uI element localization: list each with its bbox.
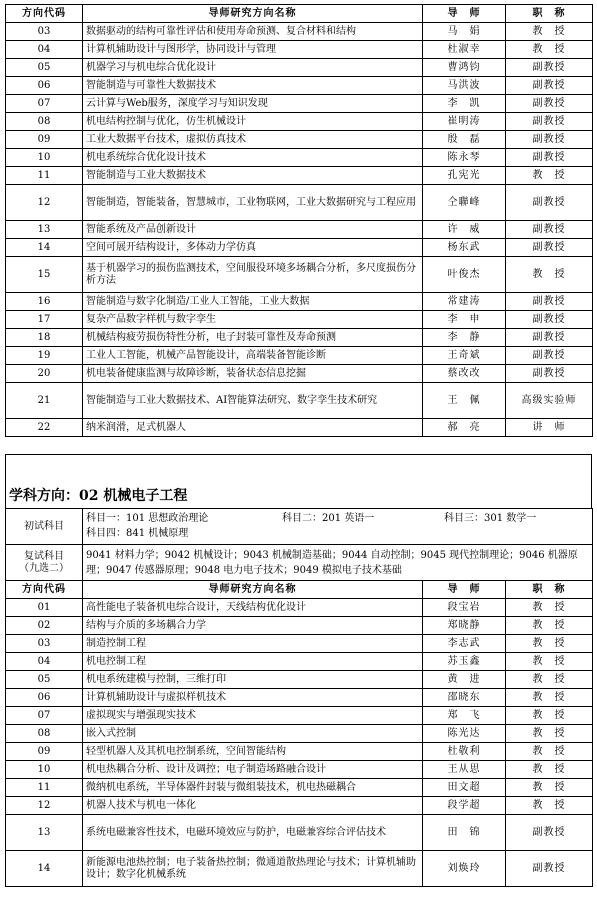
row-advisor: 邵晓东 bbox=[423, 689, 506, 707]
subject-2: 科目二：201 英语一 bbox=[282, 513, 375, 524]
row-advisor: 李 凯 bbox=[423, 95, 506, 113]
table-row bbox=[6, 113, 593, 131]
row-advisor: 王 佩 bbox=[423, 383, 506, 419]
row-title: 机电系统综合优化设计技术 bbox=[83, 149, 423, 167]
row-advisor: 马洪波 bbox=[423, 77, 506, 95]
row-advisor: 陈永琴 bbox=[423, 149, 506, 167]
table-row bbox=[6, 185, 593, 221]
row-rank: 高级实验师 bbox=[506, 383, 593, 419]
subject-4: 科目四：841 机械原理 bbox=[86, 528, 189, 539]
row-advisor: 崔明涛 bbox=[423, 113, 506, 131]
row-title: 机电装备健康监测与故障诊断，装备状态信息挖掘 bbox=[83, 365, 423, 383]
row-title: 嵌入式控制 bbox=[83, 725, 423, 743]
row-rank: 副教授 bbox=[506, 365, 593, 383]
row-code: 17 bbox=[6, 311, 83, 329]
row-title: 智能系统及产品创新设计 bbox=[83, 221, 423, 239]
table-row bbox=[6, 365, 593, 383]
row-advisor: 殷 磊 bbox=[423, 131, 506, 149]
table-header-row bbox=[6, 5, 593, 23]
row-code: 11 bbox=[6, 167, 83, 185]
row-rank: 教 授 bbox=[506, 689, 593, 707]
table-row bbox=[6, 635, 593, 653]
row-code: 15 bbox=[6, 257, 83, 293]
row-code: 09 bbox=[6, 743, 83, 761]
row-title: 云计算与Web服务，深度学习与知识发现 bbox=[83, 95, 423, 113]
row-advisor: 郑 飞 bbox=[423, 707, 506, 725]
row-code: 03 bbox=[6, 635, 83, 653]
table-row bbox=[6, 167, 593, 185]
row-code: 10 bbox=[6, 761, 83, 779]
row-rank: 副教授 bbox=[506, 239, 593, 257]
retest-exam-row bbox=[6, 545, 593, 581]
row-title: 机械结构疲劳损伤特性分析，电子封装可靠性及寿命预测 bbox=[83, 329, 423, 347]
table-row bbox=[6, 95, 593, 113]
retest-label-2: （九选二） bbox=[19, 562, 69, 574]
row-title: 计算机辅助设计与虚拟样机技术 bbox=[83, 689, 423, 707]
table-row bbox=[6, 671, 593, 689]
row-title: 机电控制工程 bbox=[83, 653, 423, 671]
row-advisor: 刘焕玲 bbox=[423, 851, 506, 887]
header-title: 导师研究方向名称 bbox=[83, 581, 423, 599]
table-row bbox=[6, 815, 593, 851]
row-rank: 教 授 bbox=[506, 599, 593, 617]
table-row bbox=[6, 797, 593, 815]
table-row bbox=[6, 347, 593, 365]
table-body bbox=[6, 23, 593, 437]
table-row bbox=[6, 221, 593, 239]
row-code: 14 bbox=[6, 851, 83, 887]
row-rank: 副教授 bbox=[506, 131, 593, 149]
row-rank: 教 授 bbox=[506, 257, 593, 293]
table-row bbox=[6, 329, 593, 347]
row-rank: 教 授 bbox=[506, 707, 593, 725]
row-advisor: 仝聯峰 bbox=[423, 185, 506, 221]
row-code: 08 bbox=[6, 113, 83, 131]
table-row bbox=[6, 617, 593, 635]
retest-exam-label bbox=[6, 545, 83, 581]
row-rank: 讲 师 bbox=[506, 419, 593, 437]
row-advisor: 段学超 bbox=[423, 797, 506, 815]
row-advisor: 许 威 bbox=[423, 221, 506, 239]
row-advisor: 段宝岩 bbox=[423, 599, 506, 617]
row-title: 机器人技术与机电一体化 bbox=[83, 797, 423, 815]
row-advisor: 田 锦 bbox=[423, 815, 506, 851]
row-advisor: 孔宪光 bbox=[423, 167, 506, 185]
row-title: 智能制造与数字化制造/工业人工智能，工业大数据 bbox=[83, 293, 423, 311]
row-code: 07 bbox=[6, 95, 83, 113]
table-row bbox=[6, 77, 593, 95]
initial-exam-label: 初试科目 bbox=[6, 509, 83, 545]
row-title: 轻型机器人及其机电控制系统，空间智能结构 bbox=[83, 743, 423, 761]
row-title: 复杂产品数字样机与数字孪生 bbox=[83, 311, 423, 329]
row-advisor: 王奇斌 bbox=[423, 347, 506, 365]
row-advisor: 杜敬利 bbox=[423, 743, 506, 761]
row-rank: 副教授 bbox=[506, 347, 593, 365]
row-advisor: 常建涛 bbox=[423, 293, 506, 311]
row-rank: 教 授 bbox=[506, 725, 593, 743]
table-row bbox=[6, 851, 593, 887]
row-title: 基于机器学习的损伤监测技术，空间服役环境多场耦合分析，多尺度损伤分析方法 bbox=[83, 257, 423, 293]
advisor-table-2 bbox=[5, 580, 593, 887]
header-rank: 职 称 bbox=[506, 5, 593, 23]
row-rank: 副教授 bbox=[506, 311, 593, 329]
row-code: 03 bbox=[6, 23, 83, 41]
row-rank: 教 授 bbox=[506, 779, 593, 797]
table-row bbox=[6, 779, 593, 797]
row-title: 工业人工智能，机械产品智能设计，高端装备智能诊断 bbox=[83, 347, 423, 365]
table-row bbox=[6, 383, 593, 419]
row-title: 工业大数据平台技术，虚拟仿真技术 bbox=[83, 131, 423, 149]
initial-exam-subjects bbox=[83, 509, 593, 545]
row-advisor: 李 申 bbox=[423, 311, 506, 329]
row-rank: 教 授 bbox=[506, 797, 593, 815]
row-code: 12 bbox=[6, 797, 83, 815]
table-row bbox=[6, 257, 593, 293]
table-row bbox=[6, 725, 593, 743]
blank-spacer bbox=[5, 454, 592, 484]
row-code: 05 bbox=[6, 671, 83, 689]
row-rank: 教 授 bbox=[506, 167, 593, 185]
row-advisor: 叶俊杰 bbox=[423, 257, 506, 293]
row-code: 11 bbox=[6, 779, 83, 797]
row-advisor: 田文超 bbox=[423, 779, 506, 797]
row-code: 18 bbox=[6, 329, 83, 347]
row-advisor: 郑晓静 bbox=[423, 617, 506, 635]
initial-exam-row bbox=[6, 509, 593, 545]
table-row bbox=[6, 653, 593, 671]
table-row bbox=[6, 311, 593, 329]
header-rank: 职 称 bbox=[506, 581, 593, 599]
row-rank: 教 授 bbox=[506, 617, 593, 635]
row-advisor: 杜淑幸 bbox=[423, 41, 506, 59]
row-rank: 教 授 bbox=[506, 635, 593, 653]
exam-subjects-table bbox=[5, 508, 593, 581]
header-code: 方向代码 bbox=[6, 581, 83, 599]
row-advisor: 郝 亮 bbox=[423, 419, 506, 437]
row-rank: 副教授 bbox=[506, 77, 593, 95]
row-advisor: 苏玉鑫 bbox=[423, 653, 506, 671]
row-advisor: 马 娟 bbox=[423, 23, 506, 41]
row-code: 06 bbox=[6, 77, 83, 95]
row-code: 04 bbox=[6, 41, 83, 59]
section-title: 学科方向：02 机械电子工程 bbox=[5, 484, 592, 508]
row-title: 机电热耦合分析、设计及调控；电子制造场路融合设计 bbox=[83, 761, 423, 779]
row-code: 14 bbox=[6, 239, 83, 257]
row-title: 智能制造与可靠性大数据技术 bbox=[83, 77, 423, 95]
table-row bbox=[6, 419, 593, 437]
row-title: 智能制造与工业大数据技术、AI智能算法研究、数字孪生技术研究 bbox=[83, 383, 423, 419]
row-advisor: 李 静 bbox=[423, 329, 506, 347]
row-code: 20 bbox=[6, 365, 83, 383]
row-rank: 副教授 bbox=[506, 851, 593, 887]
row-title: 空间可展开结构设计，多体动力学仿真 bbox=[83, 239, 423, 257]
row-rank: 副教授 bbox=[506, 59, 593, 77]
row-code: 22 bbox=[6, 419, 83, 437]
row-rank: 副教授 bbox=[506, 221, 593, 239]
row-title: 制造控制工程 bbox=[83, 635, 423, 653]
row-title: 虚拟现实与增强现实技术 bbox=[83, 707, 423, 725]
row-advisor: 曹鸿钧 bbox=[423, 59, 506, 77]
row-code: 21 bbox=[6, 383, 83, 419]
row-rank: 副教授 bbox=[506, 329, 593, 347]
row-code: 02 bbox=[6, 617, 83, 635]
row-code: 13 bbox=[6, 815, 83, 851]
row-code: 07 bbox=[6, 707, 83, 725]
row-advisor: 王从思 bbox=[423, 761, 506, 779]
row-title: 机电结构控制与优化，仿生机械设计 bbox=[83, 113, 423, 131]
table-row bbox=[6, 23, 593, 41]
row-code: 16 bbox=[6, 293, 83, 311]
row-code: 08 bbox=[6, 725, 83, 743]
row-code: 13 bbox=[6, 221, 83, 239]
row-rank: 副教授 bbox=[506, 185, 593, 221]
advisor-table-1 bbox=[5, 4, 593, 437]
table-row bbox=[6, 131, 593, 149]
row-rank: 教 授 bbox=[506, 653, 593, 671]
row-code: 19 bbox=[6, 347, 83, 365]
row-advisor: 杨东武 bbox=[423, 239, 506, 257]
row-code: 01 bbox=[6, 599, 83, 617]
row-code: 05 bbox=[6, 59, 83, 77]
table-row bbox=[6, 293, 593, 311]
row-advisor: 陈光达 bbox=[423, 725, 506, 743]
row-code: 12 bbox=[6, 185, 83, 221]
subject-1: 科目一：101 思想政治理论 bbox=[86, 513, 209, 524]
subject-3: 科目三：301 数学一 bbox=[444, 513, 537, 524]
table-row bbox=[6, 149, 593, 167]
row-advisor: 黄 进 bbox=[423, 671, 506, 689]
row-advisor: 蔡改改 bbox=[423, 365, 506, 383]
header-advisor: 导 师 bbox=[423, 5, 506, 23]
row-code: 06 bbox=[6, 689, 83, 707]
header-title: 导师研究方向名称 bbox=[83, 5, 423, 23]
row-rank: 副教授 bbox=[506, 815, 593, 851]
table-row bbox=[6, 599, 593, 617]
row-rank: 副教授 bbox=[506, 149, 593, 167]
table-row bbox=[6, 761, 593, 779]
row-rank: 教 授 bbox=[506, 761, 593, 779]
retest-label-1: 复试科目 bbox=[24, 550, 64, 562]
row-title: 机器学习与机电综合优化设计 bbox=[83, 59, 423, 77]
row-title: 数据驱动的结构可靠性评估和使用寿命预测、复合材料和结构 bbox=[83, 23, 423, 41]
table-row bbox=[6, 743, 593, 761]
row-title: 机电系统建模与控制，三维打印 bbox=[83, 671, 423, 689]
header-advisor: 导 师 bbox=[423, 581, 506, 599]
row-title: 结构与介质的多场耦合力学 bbox=[83, 617, 423, 635]
table-row bbox=[6, 689, 593, 707]
row-rank: 教 授 bbox=[506, 743, 593, 761]
row-rank: 副教授 bbox=[506, 293, 593, 311]
row-rank: 教 授 bbox=[506, 23, 593, 41]
row-title: 计算机辅助设计与图形学，协同设计与管理 bbox=[83, 41, 423, 59]
row-code: 04 bbox=[6, 653, 83, 671]
row-title: 智能制造与工业大数据技术 bbox=[83, 167, 423, 185]
row-advisor: 李志武 bbox=[423, 635, 506, 653]
row-rank: 教 授 bbox=[506, 41, 593, 59]
table-row bbox=[6, 59, 593, 77]
header-code: 方向代码 bbox=[6, 5, 83, 23]
row-title: 新能源电池热控制；电子装备热控制；微通道散热理论与技术；计算机辅助设计；数字化机械系统 bbox=[83, 851, 423, 887]
row-rank: 副教授 bbox=[506, 95, 593, 113]
row-title: 微纳机电系统，半导体器件封装与微组装技术，机电热磁耦合 bbox=[83, 779, 423, 797]
row-title: 高性能电子装备机电综合设计，天线结构优化设计 bbox=[83, 599, 423, 617]
table-row bbox=[6, 41, 593, 59]
table-row bbox=[6, 707, 593, 725]
row-title: 智能制造，智能装备，智慧城市，工业物联网，工业大数据研究与工程应用 bbox=[83, 185, 423, 221]
table-body bbox=[6, 599, 593, 887]
table-row bbox=[6, 239, 593, 257]
row-title: 系统电磁兼容性技术，电磁环境效应与防护，电磁兼容综合评估技术 bbox=[83, 815, 423, 851]
table-header-row bbox=[6, 581, 593, 599]
row-code: 09 bbox=[6, 131, 83, 149]
row-rank: 教 授 bbox=[506, 671, 593, 689]
row-code: 10 bbox=[6, 149, 83, 167]
retest-exam-subjects: 9041 材料力学；9042 机械设计；9043 机械制造基础；9044 自动控制；9045 现代控制理论；9046 机器原理；9047 传感器原理；9048 电力电子技术；9049 模拟电子技术基础 bbox=[83, 545, 593, 581]
row-title: 纳米润滑，足式机器人 bbox=[83, 419, 423, 437]
row-rank: 副教授 bbox=[506, 113, 593, 131]
